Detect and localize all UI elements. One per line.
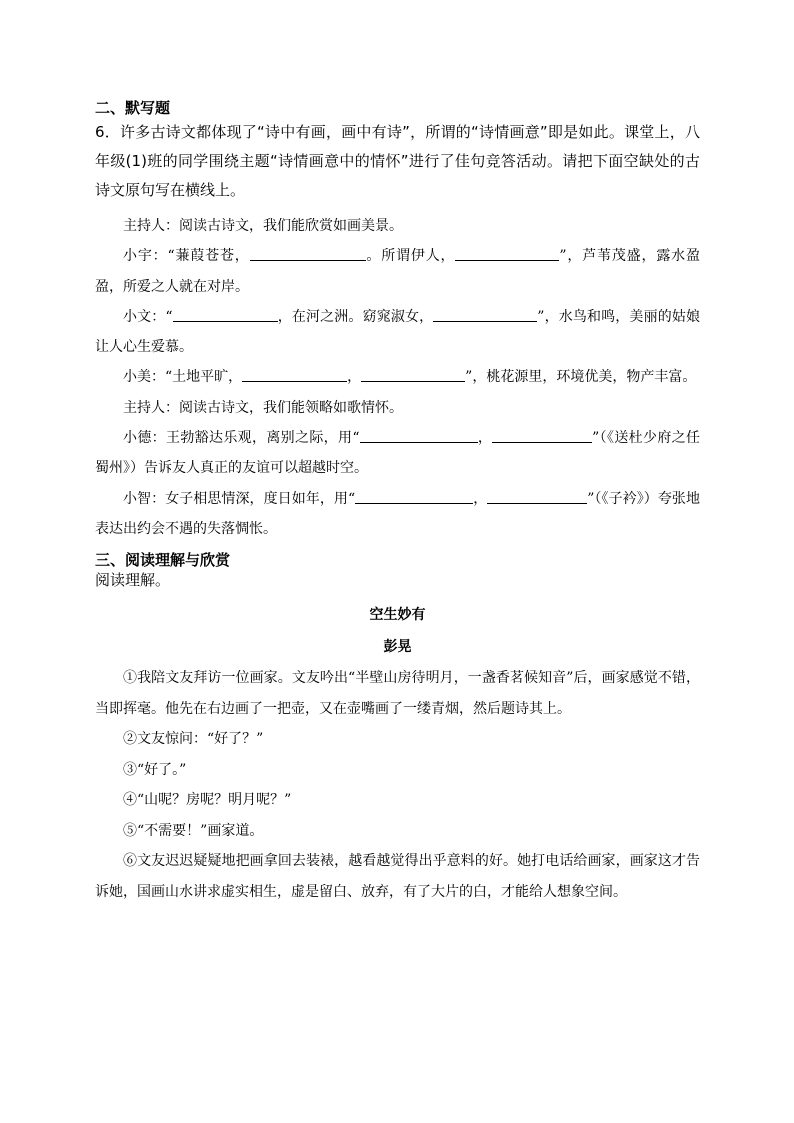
blank-input[interactable] [455,246,559,261]
article-author: 彭晃 [383,639,412,656]
paragraph: ①我陪文友拜访一位画家。文友吟出“半壁山房待明月，一盏香茗候知音”后，画家感觉不错，当即挥毫。他先在右边画了一把壶，又在壶嘴画了一缕青烟，然后题诗其上。 [95,670,700,717]
section-heading-dictation: 二、默写题 [95,99,171,117]
paragraph: ②文友惊问：“好了？” [123,731,264,748]
xiaowen-line: 小文：“ ，在河之洲。窈窕淑女， ”，水鸟和鸣，美丽的姑娘让人心生爱慕。 [95,308,700,356]
host-line-1: 主持人：阅读古诗文，我们能欣赏如画美景。 [123,218,403,234]
document-page [95,98,700,907]
section-heading-reading: 三、阅读理解与欣赏 [95,551,231,570]
blank-input[interactable] [242,367,347,382]
paragraph: ③“好了。” [123,761,187,778]
xiaoyu-line: 小宇：“蒹葭苍苍， 。所谓伊人， ”，芦苇茂盛，露水盈盈，所爱之人就在对岸。 [95,248,700,295]
blank-input[interactable] [250,246,366,261]
reading-section [95,550,700,907]
question-6-prompt: 6．许多古诗文都体现了“诗中有画，画中有诗”，所谓的“诗情画意”即是如此。课堂上，八年级(1)班的同学围绕主题“诗情画意中的情怀”进行了佳句竞答活动。请把下面空缺处的古诗文原句写在横线上。 [95,123,700,199]
article-body [95,663,700,907]
host-line-2: 主持人：阅读古诗文，我们能领略如歌情怀。 [123,399,403,416]
blank-input[interactable] [487,489,587,504]
reading-intro: 阅读理解。 [95,571,171,590]
paragraph: ④“山呢？房呢？明月呢？” [123,792,292,809]
paragraph: ⑥文友迟迟疑疑地把画拿回去装裱，越看越觉得出乎意料的好。她打电话给画家，画家这才告诉她，国画山水讲求虚实相生，虚是留白、放弃，有了大片的白，才能给人想象空间。 [95,853,700,900]
answer-lines [95,211,700,544]
blank-input[interactable] [433,307,537,322]
blank-input[interactable] [360,428,478,443]
xiaode-line: 小德：王勃豁达乐观，离别之际，用“ ， ”（《送杜少府之任蜀州》）告诉友人真正的友谊可以超越时空。 [95,430,700,477]
blank-input[interactable] [173,307,278,322]
article-title: 空生妙有 [369,607,426,624]
blank-input[interactable] [361,367,465,382]
paragraph: ⑤“不需要！”画家道。 [123,822,264,839]
xiaomei-line: 小美：“土地平旷， ， ”，桃花源里，环境优美，物产丰富。 [123,369,697,386]
blank-input[interactable] [355,489,473,504]
blank-input[interactable] [492,428,592,443]
xiaozhi-line: 小智：女子相思情深，度日如年，用“ ， ”（《子衿》）夸张地表达出约会不遇的失落惆怅。 [95,490,700,537]
